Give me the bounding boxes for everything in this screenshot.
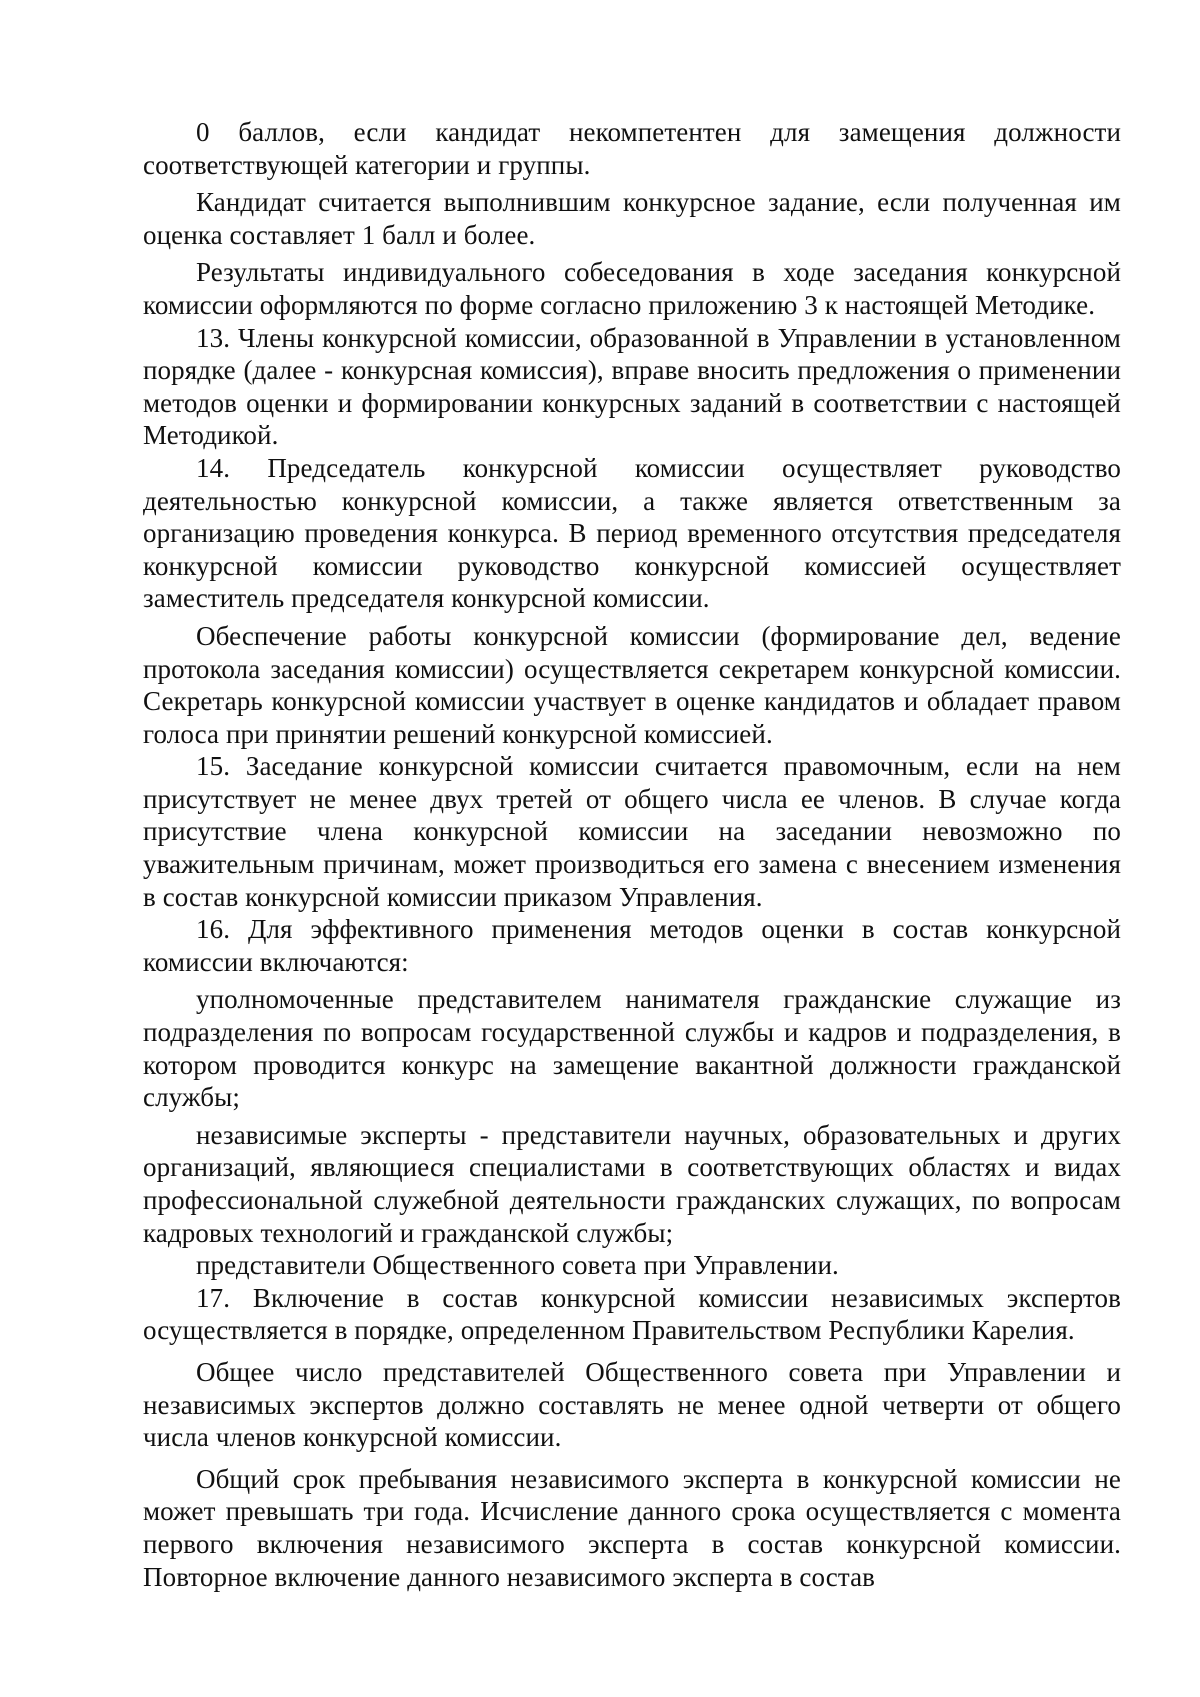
paragraph-14: Общий срок пребывания независимого эксперта в конкурсной комиссии не может превышать три года. Исчисление данного срока осуществляется с момента первого включения независимого эксперта в состав конкурсной комиссии. Повторное включение данного независимого эксперта в состав	[143, 1463, 1121, 1592]
paragraph-13: Общее число представителей Общественного совета при Управлении и независимых экспертов должно составлять не менее одной четверти от общего числа членов конкурсной комиссии.	[143, 1356, 1121, 1453]
paragraph-3: Результаты индивидуального собеседования в ходе заседания конкурсной комиссии оформляются по форме согласно приложению 3 к настоящей Методике.	[143, 257, 1121, 320]
paragraph-1: 0 баллов, если кандидат некомпетентен для замещения должности соответствующей категории и группы.	[143, 117, 1121, 180]
paragraph-5-item-14: 14. Председатель конкурсной комиссии осуществляет руководство деятельностью конкурсной комиссии, а также является ответственным за организацию проведения конкурса. В период временного отсутствия председателя конкурсной комиссии руководство конкурсной комиссией осуществляет заместитель председателя конкурсной комиссии.	[143, 452, 1121, 614]
paragraph-10: независимые эксперты - представители научных, образовательных и других организаций, являющиеся специалистами в соответствующих областях и видах профессиональной служебной деятельности гражданских служащих, по вопросам кадровых технологий и гражданской службы;	[143, 1119, 1121, 1248]
paragraph-7-item-15: 15. Заседание конкурсной комиссии считается правомочным, если на нем присутствует не менее двух третей от общего числа ее членов. В случае когда присутствие члена конкурсной комиссии на заседании невозможно по уважительным причинам, может производиться его замена с внесением изменения в состав конкурсной комиссии приказом Управления.	[143, 751, 1121, 912]
paragraph-11: представители Общественного совета при Управлении.	[196, 1250, 839, 1281]
paragraph-4-item-13: 13. Члены конкурсной комиссии, образованной в Управлении в установленном порядке (далее - конкурсная комиссия), вправе вносить предложения о применении методов оценки и формировании конкурсных заданий в соответствии с настоящей Методикой.	[143, 322, 1121, 451]
paragraph-6: Обеспечение работы конкурсной комиссии (формирование дел, ведение протокола заседания комиссии) осуществляется секретарем конкурсной комиссии. Секретарь конкурсной комиссии участвует в оценке кандидатов и обладает правом голоса при принятии решений конкурсной комиссией.	[143, 620, 1121, 749]
document-body	[143, 116, 1121, 1593]
paragraph-8-item-16: 16. Для эффективного применения методов оценки в состав конкурсной комиссии включаются:	[143, 914, 1121, 977]
paragraph-2: Кандидат считается выполнившим конкурсное задание, если полученная им оценка составляет 1 балл и более.	[143, 187, 1121, 250]
paragraph-12-item-17: 17. Включение в состав конкурсной комиссии независимых экспертов осуществляется в порядке, определенном Правительством Республики Карелия.	[143, 1282, 1121, 1346]
paragraph-9: уполномоченные представителем нанимателя гражданские служащие из подразделения по вопросам государственной службы и кадров и подразделения, в котором проводится конкурс на замещение вакантной должности гражданской службы;	[143, 984, 1121, 1113]
